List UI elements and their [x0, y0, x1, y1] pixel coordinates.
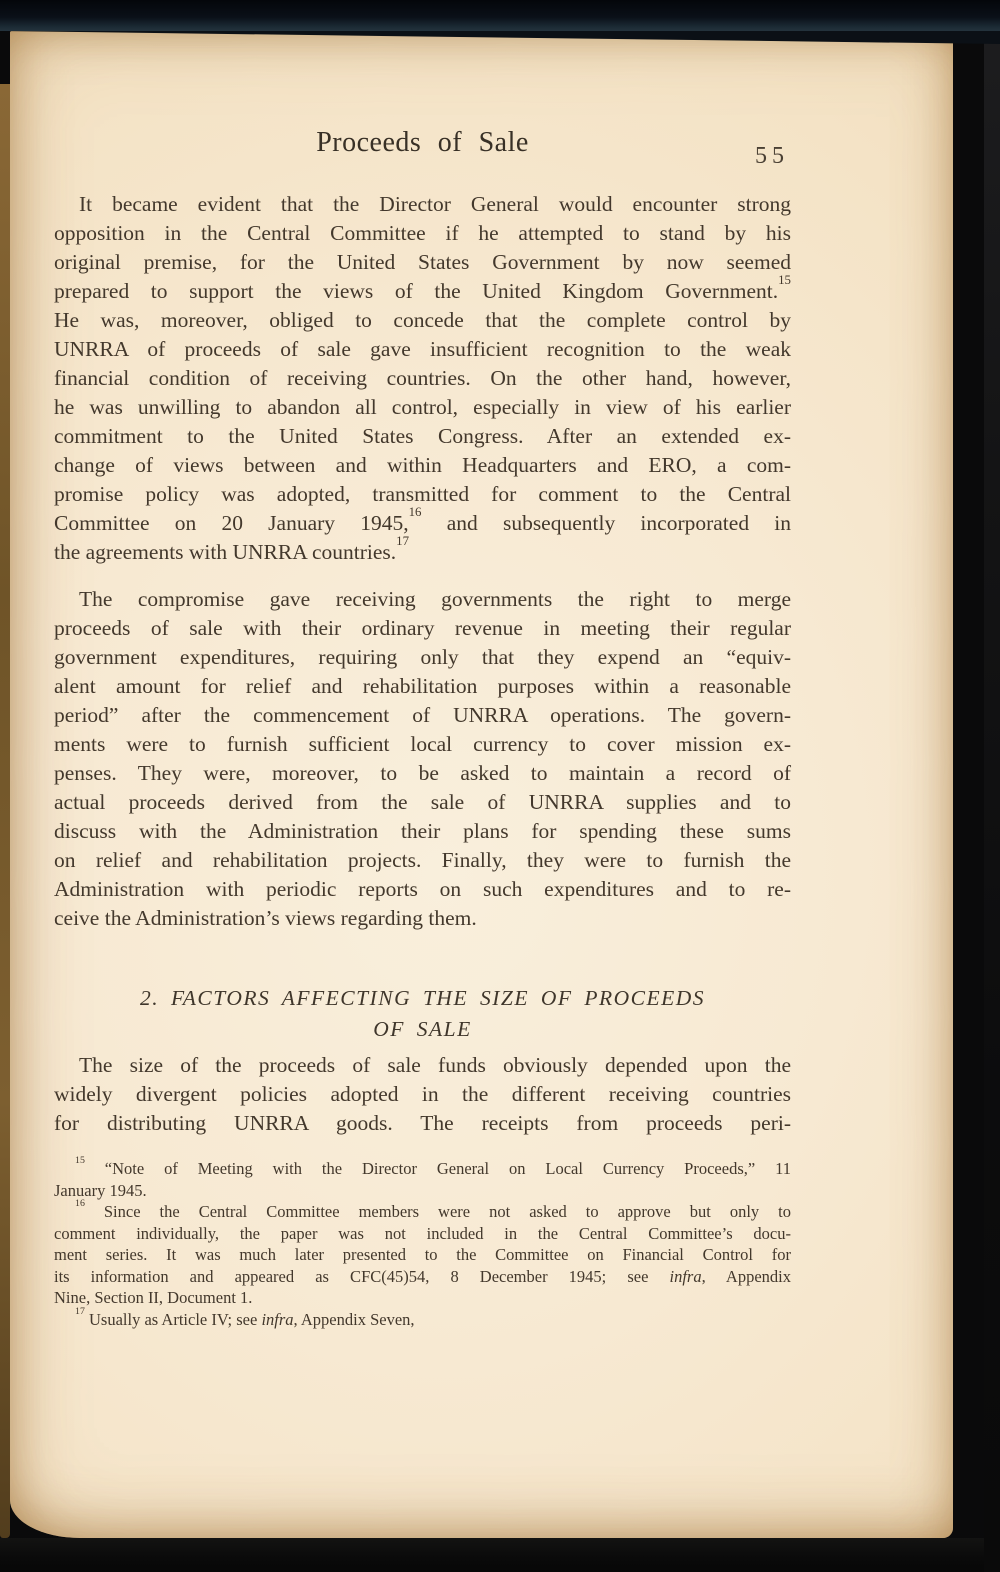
- page-header: [54, 31, 791, 175]
- footnote-line: $^{17}$ Usually as Article IV; see infra, Appendix Seven,: [75, 1305, 415, 1329]
- text-line: financial condition of receiving countries. On the other hand, however,: [54, 366, 791, 390]
- footnote-line: ment series. It was much later presented to the Committee on Financial Control for: [54, 1245, 791, 1264]
- book-page: [10, 31, 953, 1538]
- paragraph: [54, 190, 791, 567]
- section-heading: [54, 983, 791, 1045]
- photo-right-edge: [984, 0, 1000, 1572]
- text-line: Administration with periodic reports on such expenditures and to re-: [54, 877, 791, 901]
- text-line: The compromise gave receiving governments the right to merge: [79, 587, 791, 611]
- footnote-line: January 1945.: [54, 1180, 147, 1200]
- text-line: actual proceeds derived from the sale of UNRRA supplies and to: [54, 790, 791, 814]
- footnote: [54, 1305, 791, 1331]
- footnote-line: Nine, Section II, Document 1.: [54, 1288, 253, 1307]
- text-line: commitment to the United States Congress. After an extended ex-: [54, 424, 791, 448]
- text-line: original premise, for the United States Government by now seemed: [54, 250, 791, 274]
- book-bottom-shadow: [0, 1538, 1000, 1572]
- text-line: widely divergent policies adopted in the different receiving countries: [54, 1082, 791, 1106]
- text-line: proceeds of sale with their ordinary revenue in meeting their regular: [54, 616, 791, 640]
- page-title: Proceeds of Sale: [316, 127, 529, 158]
- paragraph: [54, 585, 791, 933]
- book-top-shadow: [0, 0, 1000, 31]
- text-line: for distributing UNRRA goods. The receipts from proceeds peri-: [54, 1111, 791, 1135]
- footnote-line: $^{16}$ Since the Central Committee members were not asked to approve but only to: [75, 1198, 791, 1221]
- book-cover-edge: [0, 84, 10, 1538]
- text-line: ments were to furnish sufficient local currency to cover mission ex-: [54, 732, 791, 756]
- text-line: The size of the proceeds of sale funds obviously depended upon the: [79, 1053, 791, 1077]
- section-heading-line: 2. FACTORS AFFECTING THE SIZE OF PROCEEDS: [139, 986, 706, 1010]
- footnote: [54, 1198, 791, 1309]
- page-content: [54, 31, 791, 1330]
- text-line: promise policy was adopted, transmitted for comment to the Central: [54, 482, 791, 506]
- text-line: he was unwilling to abandon all control, especially in view of his earlier: [54, 395, 791, 419]
- text-line: period” after the commencement of UNRRA operations. The govern-: [54, 703, 791, 727]
- text-line: Committee on 20 January 1945,16 and subsequently incorporated in: [54, 505, 791, 535]
- text-line: alent amount for relief and rehabilitation purposes within a reasonable: [54, 674, 791, 698]
- text-line: the agreements with UNRRA countries.$^{17}$: [54, 534, 410, 564]
- section-heading-line: OF SALE: [373, 1017, 472, 1041]
- text-line: UNRRA of proceeds of sale gave insufficient recognition to the weak: [54, 337, 791, 361]
- text-line: It became evident that the Director General would encounter strong: [79, 192, 791, 216]
- paragraph: [54, 1051, 791, 1138]
- text-line: change of views between and within Headquarters and ERO, a com-: [54, 453, 791, 477]
- footnote-line: comment individually, the paper was not included in the Central Committee’s docu-: [54, 1223, 791, 1243]
- text-line: discuss with the Administration their plans for spending these sums: [54, 819, 791, 843]
- footnote-line: its information and appeared as CFC(45)54, 8 December 1945; see infra, Appendix: [54, 1266, 791, 1286]
- text-line: prepared to support the views of the United Kingdom Government.$^{15}$: [54, 273, 791, 303]
- footnotes: [54, 1155, 791, 1330]
- text-line: penses. They were, moreover, to be asked to maintain a record of: [54, 761, 791, 785]
- text-line: He was, moreover, obliged to concede that the complete control by: [54, 308, 791, 332]
- text-line: on relief and rehabilitation projects. Finally, they were to furnish the: [54, 848, 791, 872]
- text-line: opposition in the Central Committee if he attempted to stand by his: [54, 221, 791, 245]
- footnote: [54, 1155, 791, 1201]
- body-text: [54, 190, 791, 1138]
- text-line: ceive the Administration’s views regarding them.: [54, 906, 477, 930]
- footnote-line: $^{15}$ “Note of Meeting with the Director General on Local Currency Proceeds,” 11: [75, 1155, 791, 1178]
- text-line: government expenditures, requiring only that they expend an “equiv-: [54, 645, 791, 669]
- page-number: 55: [755, 143, 789, 169]
